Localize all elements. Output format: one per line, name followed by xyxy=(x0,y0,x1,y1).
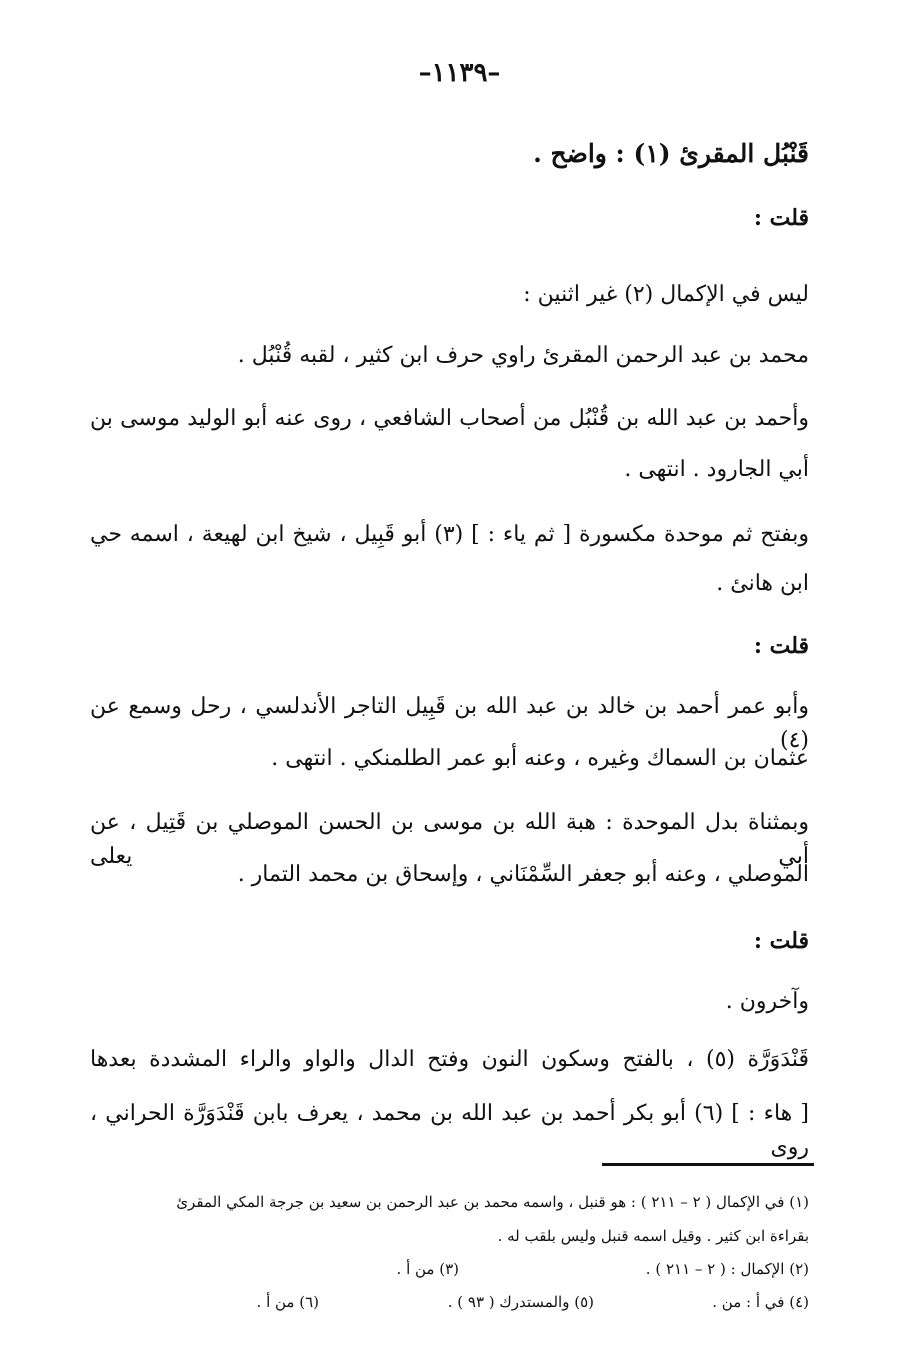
qult-label: قلت : xyxy=(753,205,809,231)
footnote-1-cont: بقراءة ابن كثير . وقيل اسمه قنبل وليس بلقب له . xyxy=(497,1227,809,1245)
text-line: ابن هانئ . xyxy=(716,571,809,596)
footnote-1: (١) في الإكمال ( ٢ – ٢١١ ) : هو قنبل ، واسمه محمد بن عبد الرحمن بن سعيد بن جرجة المكي المقرئ xyxy=(176,1193,809,1211)
qult-label: قلت : xyxy=(753,633,809,659)
footnote-3: (٣) من أ . xyxy=(396,1260,459,1278)
text-line: وآخرون . xyxy=(725,989,809,1014)
text-line: قَنْدَوَرَّة (٥) ، بالفتح وسكون النون وفتح الدال والواو والراء المشددة بعدها xyxy=(90,1047,809,1072)
text-line: [ هاء : ] (٦) أبو بكر أحمد بن عبد الله بن محمد ، يعرف بابن قَنْدَوَرَّة الحراني ، روى xyxy=(90,1101,809,1160)
text-line: محمد بن عبد الرحمن المقرئ راوي حرف ابن كثير ، لقبه قُنْبُل . xyxy=(237,343,809,368)
text-line: وأبو عمر أحمد بن خالد بن عبد الله بن قَبِيل التاجر الأندلسي ، رحل وسمع عن (٤) xyxy=(90,694,809,753)
text-line: عثمان بن السماك وغيره ، وعنه أبو عمر الطلمنكي . انتهى . xyxy=(271,746,809,771)
text-line: الموصلي ، وعنه أبو جعفر السِّمْنَاني ، وإسحاق بن محمد التمار . xyxy=(237,862,809,887)
entry-heading-qunbul: قَنْبُل المقرئ (١) : واضح . xyxy=(533,139,809,168)
text-line: ليس في الإكمال (٢) غير اثنين : xyxy=(523,282,809,307)
footnote-5: (٥) والمستدرك ( ٩٣ ) . xyxy=(447,1293,594,1311)
qult-label: قلت : xyxy=(753,928,809,954)
footnote-6: (٦) من أ . xyxy=(256,1293,319,1311)
footnote-separator xyxy=(602,1163,814,1166)
text-line: وبفتح ثم موحدة مكسورة [ ثم ياء : ] (٣) أبو قَبِيل ، شيخ ابن لهيعة ، اسمه حي xyxy=(90,522,809,547)
text-line: أبي الجارود . انتهى . xyxy=(624,457,809,482)
footnote-4: (٤) في أ : من . xyxy=(712,1293,809,1311)
text-line: وأحمد بن عبد الله بن قُنْبُل من أصحاب الشافعي ، روى عنه أبو الوليد موسى بن xyxy=(90,406,809,431)
page-number: –١١٣٩– xyxy=(418,58,501,88)
text-line: وبمثناة بدل الموحدة : هبة الله بن موسى بن الحسن الموصلي بن قَتِيل ، عن أبي يعلى xyxy=(90,810,809,869)
footnote-2: (٢) الإكمال : ( ٢ – ٢١١ ) . xyxy=(645,1260,809,1278)
